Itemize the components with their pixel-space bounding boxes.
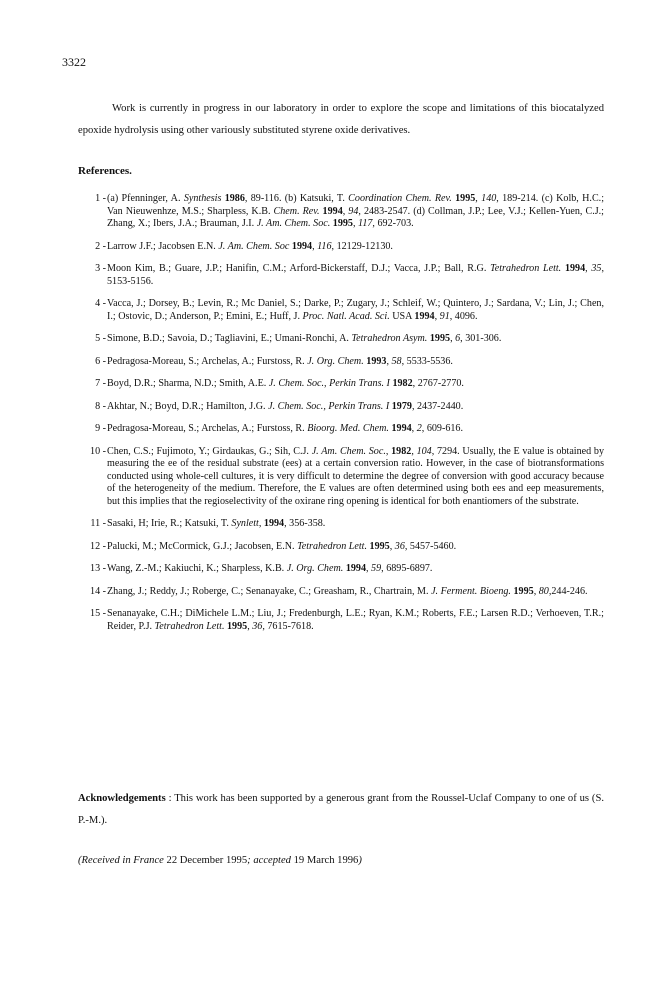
reference-italic: Synlett xyxy=(231,518,259,529)
reference-number: 15 - xyxy=(90,608,106,619)
reference-segment: , 2483-2547. (d) Collman, J.P.; Lee, V.J.; Kellen-Yuen, C.J.; Zhang, X.; Ibers, J.A.; Brauman, J.I. xyxy=(107,205,604,229)
reference-italic: J. Chem. Soc., Perkin Trans. I xyxy=(268,378,390,389)
reference-number: 13 - xyxy=(90,563,106,574)
reference-segment: , xyxy=(389,540,395,552)
reference-segment: , 89-116. (b) Katsuki, T. xyxy=(244,193,349,204)
reference-segment: , 5533-5536. xyxy=(401,355,453,367)
reference-italic: J. Am. Chem. Soc. xyxy=(311,445,386,457)
reference-segment: Vacca, J.; Dorsey, B.; Levin, R.; Mc Daniel, S.; Darke, P.; Zugary, J.; Schleif, W.; Quintero, J.; Sardana, V.; Lin, J.; Chen, I.; Ostovic, D.; Anderson, P.; Emini, E.; Huff, J. xyxy=(107,298,604,322)
reference-segment: , 7615-7618. xyxy=(262,620,314,632)
reference-italic: 2 xyxy=(416,423,422,434)
reference-italic: Proc. Natl. Acad. Sci. xyxy=(302,310,390,322)
reference-italic: J. Org. Chem. xyxy=(286,563,344,574)
reference-italic: 91 xyxy=(439,310,450,322)
accepted-date: 19 March 1996 xyxy=(293,855,359,866)
reference-bold: 1994 xyxy=(291,240,313,252)
reference-number: 5 - xyxy=(95,333,106,344)
reference-italic: J. Am. Chem. Soc xyxy=(218,240,290,252)
reference-item xyxy=(78,193,604,231)
reference-number: 7 - xyxy=(95,378,106,389)
reference-italic: 117 xyxy=(358,218,373,229)
reference-segment: Boyd, D.R.; Sharma, N.D.; Smith, A.E. xyxy=(107,378,269,389)
reference-segment: Chen, C.S.; Fujimoto, Y.; Girdaukas, G.; Sih, C.J. xyxy=(107,445,312,457)
reference-segment: Senanayake, C.H.; DiMichele L.M.; Liu, J.; Fredenburgh, L.E.; Ryan, K.M.; Roberts, F.E.; Larsen R.D.; Verhoeven, T.R.; Reider, P.J. xyxy=(107,608,604,632)
reference-text xyxy=(107,446,604,507)
reference-bold: 1994 xyxy=(263,518,285,529)
reference-italic: J. Org. Chem. xyxy=(307,355,364,367)
reference-segment: , xyxy=(312,240,318,252)
reference-segment: , 12129-12130. xyxy=(331,240,393,252)
reference-italic: J. Chem. Soc., Perkin Trans. I xyxy=(268,400,390,412)
reference-item xyxy=(78,608,604,633)
reference-number: 14 - xyxy=(90,585,106,597)
received-suffix: ) xyxy=(358,855,362,866)
reference-segment: Sasaki, H; Irie, R.; Katsuki, T. xyxy=(107,518,232,529)
reference-italic: Tetrahedron Lett. xyxy=(297,540,367,552)
reference-bold: 1995 xyxy=(513,585,534,597)
reference-italic: Tetrahedron Lett. xyxy=(490,263,562,274)
reference-bold: 1995 xyxy=(455,193,476,204)
reference-segment: , 6895-6897. xyxy=(381,563,433,574)
reference-text xyxy=(107,378,464,389)
reference-segment: Zhang, J.; Reddy, J.; Roberge, C.; Senanayake, C.; Greasham, R., Chartrain, M. xyxy=(107,585,432,597)
acknowledgements-label: Acknowledgements xyxy=(78,793,166,804)
reference-segment: Simone, B.D.; Savoia, D.; Tagliavini, E.; Umani-Ronchi, A. xyxy=(107,333,352,344)
reference-italic: 35 xyxy=(591,263,602,274)
reference-segment: , 2437-2440. xyxy=(411,400,464,412)
reference-segment: , 692-703. xyxy=(372,218,414,229)
reference-number: 11 - xyxy=(90,518,106,529)
reference-bold: 1995 xyxy=(369,540,390,552)
reference-segment: , xyxy=(450,333,456,344)
reference-segment: , xyxy=(434,310,440,322)
reference-text xyxy=(107,586,588,597)
reference-segment: Palucki, M.; McCormick, G.J.; Jacobsen, E.N. xyxy=(107,540,298,552)
reference-segment: , 2767-2770. xyxy=(412,378,464,389)
reference-bold: 1995 xyxy=(332,218,353,229)
reference-segment: , xyxy=(386,355,392,367)
reference-item xyxy=(78,541,604,554)
reference-bold: 1979 xyxy=(391,400,412,412)
reference-item xyxy=(78,563,604,576)
reference-segment: , 5153-5156. xyxy=(107,263,604,287)
reference-number: 12 - xyxy=(90,540,106,552)
reference-item xyxy=(78,586,604,599)
page-number: 3322 xyxy=(62,55,86,69)
reference-item xyxy=(78,378,604,391)
reference-text xyxy=(107,241,393,252)
reference-italic: 104 xyxy=(416,445,432,457)
reference-segment: Pedragosa-Moreau, S.; Archelas, A.; Furstoss, R. xyxy=(107,355,308,367)
reference-text xyxy=(107,541,456,552)
reference-segment: , 7294. Usually, the E value is obtained by measuring the ee of the residual substrate (ees) at a certain conversion ratio. However, in the case of biotransformations conducted using whole-cell cultures, it is very difficult to determine the degree of conversion with good accuracy because of the heterogeneity of the medium. Therefore, the E values are often determined using both ees and eep measurements, but this implies that the regioselectivity of the oxirane ring opening is identical for both enantiomers of the substrate. xyxy=(107,445,605,507)
reference-segment: , 356-358. xyxy=(284,518,326,529)
reference-number: 3 - xyxy=(95,263,106,274)
reference-italic: 116 xyxy=(317,240,332,252)
reference-item xyxy=(78,401,604,414)
acknowledgements xyxy=(78,788,604,832)
reference-bold: 1982 xyxy=(391,445,412,457)
reference-bold: 1986 xyxy=(224,193,245,204)
reference-text xyxy=(107,298,604,322)
reference-italic: Bioorg. Med. Chem. xyxy=(307,423,389,434)
reference-italic: 6 xyxy=(455,333,461,344)
reference-segment: Larrow J.F.; Jacobsen E.N. xyxy=(107,240,219,252)
reference-number: 9 - xyxy=(95,423,106,434)
intro-text: Work is currently in progress in our laboratory in order to explore the scope and limitations of this biocatalyzed epoxide hydrolysis using other variously substituted styrene oxide derivatives. xyxy=(78,103,604,136)
received-middle: ; accepted xyxy=(247,855,294,866)
reference-text xyxy=(107,563,432,574)
reference-segment: Moon Kim, B.; Guare, J.P.; Hanifin, C.M.; Arford-Bickerstaff, D.J.; Vacca, J.P.; Ball, R.G. xyxy=(107,263,491,274)
reference-italic: 59 xyxy=(371,563,382,574)
reference-item xyxy=(78,333,604,346)
reference-segment: , xyxy=(366,563,372,574)
reference-segment: , xyxy=(411,423,417,434)
intro-paragraph xyxy=(78,98,604,142)
received-prefix: (Received in France xyxy=(78,855,167,866)
reference-text xyxy=(107,193,604,229)
reference-number: 8 - xyxy=(95,400,106,412)
reference-italic: Tetrahedron Lett. xyxy=(154,620,225,632)
reference-text xyxy=(107,356,453,367)
reference-text xyxy=(107,263,604,287)
reference-item xyxy=(78,356,604,369)
reference-item xyxy=(78,518,604,531)
reference-bold: 1995 xyxy=(227,620,248,632)
reference-bold: 1994 xyxy=(414,310,435,322)
reference-bold: 1994 xyxy=(391,423,412,434)
reference-bold: 1995 xyxy=(429,333,451,344)
reference-text xyxy=(107,333,501,344)
reference-italic: 140 xyxy=(481,193,497,204)
reference-italic: 36 xyxy=(394,540,405,552)
reference-segment: USA xyxy=(389,310,415,322)
reference-italic: Tetrahedron Asym. xyxy=(351,333,428,344)
reference-italic: Synthesis xyxy=(183,193,222,204)
reference-bold: 1993 xyxy=(366,355,387,367)
reference-item xyxy=(78,423,604,436)
reference-segment: , 5457-5460. xyxy=(404,540,457,552)
reference-italic: 94 xyxy=(348,205,359,217)
reference-segment: , xyxy=(342,205,349,217)
reference-item xyxy=(78,446,604,509)
reference-bold: 1994 xyxy=(322,205,343,217)
reference-segment: , xyxy=(352,218,359,229)
reference-item xyxy=(78,263,604,288)
reference-segment: , xyxy=(475,193,482,204)
reference-segment: , xyxy=(258,518,264,529)
reference-italic: 58 xyxy=(391,355,402,367)
reference-segment: , xyxy=(411,445,417,457)
reference-segment: , xyxy=(247,620,253,632)
references-heading: References. xyxy=(78,165,132,177)
reference-italic: Chem. Rev. xyxy=(273,205,320,217)
reference-item xyxy=(78,241,604,254)
reference-text xyxy=(107,423,463,434)
reference-italic: 36 xyxy=(252,620,263,632)
reference-number: 2 - xyxy=(95,240,106,252)
reference-italic: J. Ferment. Bioeng. xyxy=(431,585,511,597)
reference-segment: Wang, Z.-M.; Kakiuchi, K.; Sharpless, K.B. xyxy=(107,563,287,574)
reference-segment: ,244-246. xyxy=(548,585,588,597)
reference-italic: J. Am. Chem. Soc. xyxy=(256,218,331,229)
reference-segment: , xyxy=(585,263,592,274)
reference-italic: 80 xyxy=(538,585,549,597)
reference-segment: Akhtar, N.; Boyd, D.R.; Hamilton, J.G. xyxy=(107,400,269,412)
references-list xyxy=(78,193,604,633)
reference-segment: , 4096. xyxy=(449,310,478,322)
received-line xyxy=(78,855,362,866)
reference-segment: , 301-306. xyxy=(460,333,502,344)
reference-segment: , xyxy=(533,585,539,597)
reference-bold: 1994 xyxy=(345,563,366,574)
reference-segment: Pedragosa-Moreau, S.; Archelas, A.; Furstoss, R. xyxy=(107,423,308,434)
reference-item xyxy=(78,298,604,323)
acknowledgements-text: : This work has been supported by a generous grant from the Roussel-Uclaf Company to one of us (S. P.-M.). xyxy=(78,793,604,826)
reference-bold: 1982 xyxy=(392,378,413,389)
reference-text xyxy=(107,608,604,632)
reference-number: 10 - xyxy=(90,445,106,457)
reference-text xyxy=(107,401,463,412)
reference-italic: Coordination Chem. Rev. xyxy=(348,193,452,204)
received-date: 22 December 1995 xyxy=(166,855,248,866)
reference-number: 4 - xyxy=(95,298,106,309)
reference-segment: , 609-616. xyxy=(421,423,463,434)
reference-segment: , xyxy=(385,445,392,457)
reference-segment: , 189-214. (c) Kolb, H.C.; Van Nieuwenhze, M.S.; Sharpless, K.B. xyxy=(107,193,605,217)
reference-bold: 1994 xyxy=(564,263,586,274)
reference-segment: (a) Pfenninger, A. xyxy=(107,193,184,204)
reference-number: 1 - xyxy=(95,193,106,204)
reference-number: 6 - xyxy=(95,355,106,367)
reference-text xyxy=(107,518,325,529)
